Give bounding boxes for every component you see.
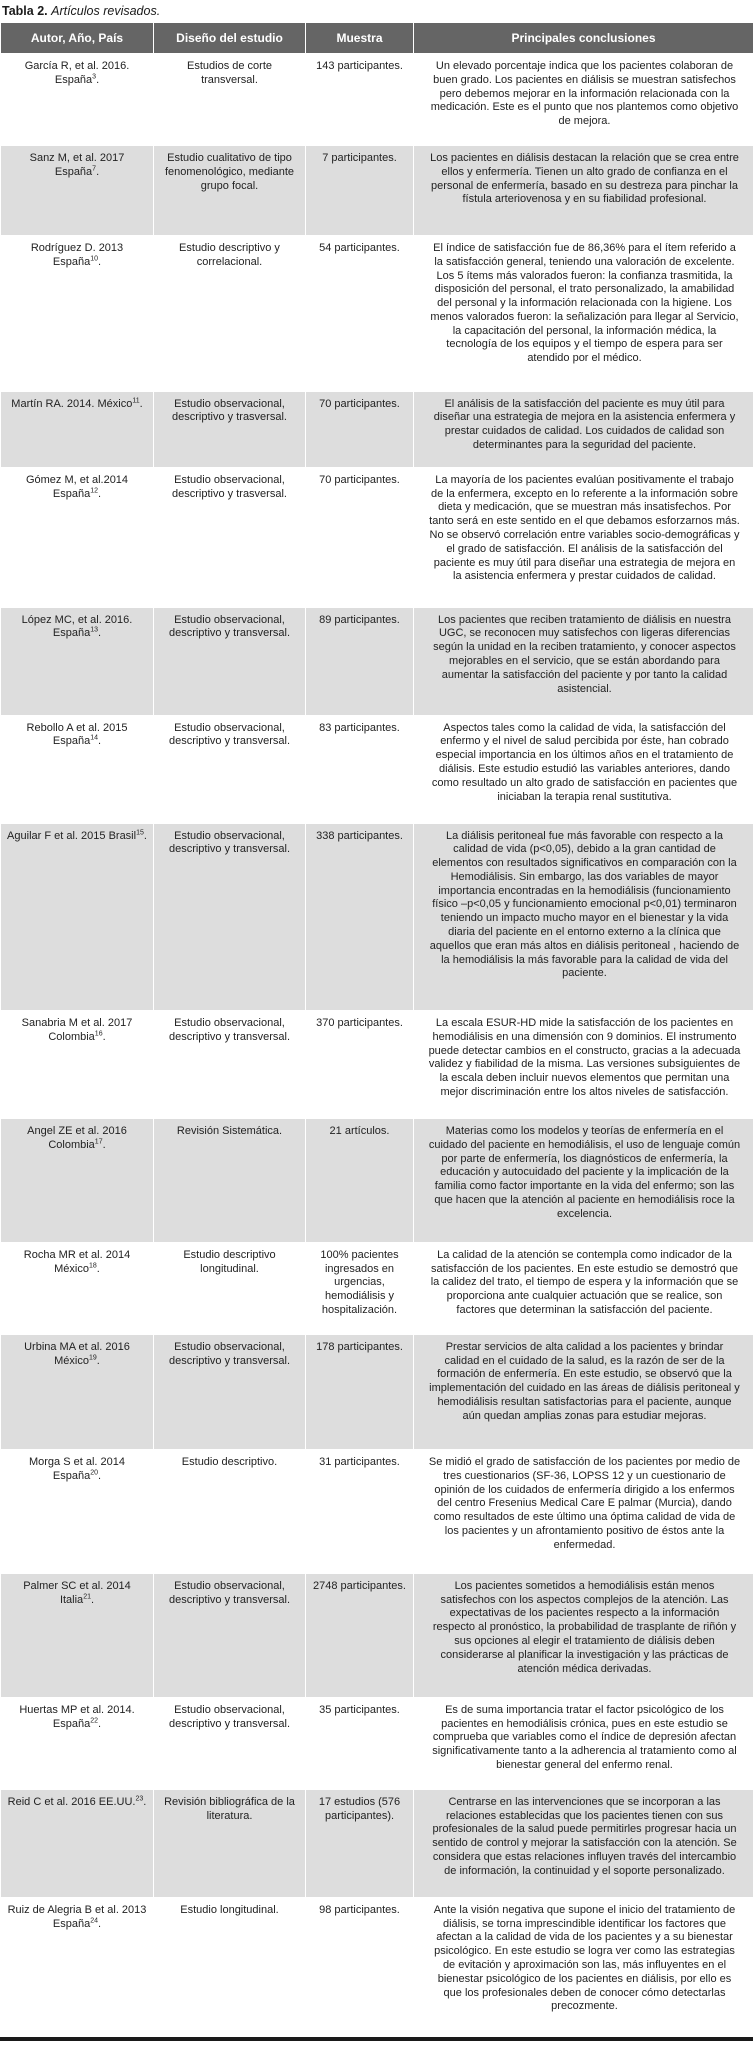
table-row	[1, 1242, 753, 1334]
sample-cell: 54 participantes.	[306, 235, 414, 391]
author-text: Huertas MP et al. 2014.	[19, 1703, 135, 1716]
author-text: Sanabria M et al. 2017	[21, 1016, 133, 1029]
table-row	[1, 1450, 753, 1574]
author-text: García R, et al. 2016.	[24, 60, 130, 72]
author-cell: Aguilar F et al. 2015 Brasil$^{15}$.	[1, 823, 154, 1010]
author-text: Morga S et al. 2014	[28, 1456, 125, 1469]
author-text: Ruiz de Alegria B et al. 2013	[7, 1903, 147, 1916]
sample-cell: 370 participantes.	[306, 1010, 414, 1118]
design-cell: Estudio descriptivo.	[154, 1450, 306, 1574]
table-row	[1, 1897, 753, 2039]
table-row	[1, 607, 753, 715]
conclusion-cell: La escala ESUR-HD mide la satisfacción de los pacientes en hemodiálisis en una dimensión con 9 dominios. El instrumento puede detectar cambios en el constructo, gracias a la adecuada validez y fiabilidad de la misma. Las versiones subsiguientes de la escala deben incluir nuevos elementos que permitan una mejor discriminación entre los altos niveles de satisfacción.	[414, 1010, 753, 1118]
sample-cell: 83 participantes.	[306, 715, 414, 823]
conclusion-cell: Ante la visión negativa que supone el inicio del tratamiento de diálisis, se torna imprescindible identificar los factores que afectan a la calidad de vida de los pacientes y a su bienestar psicológico. En este estudio se logra ver como las estrategias de evitación y aproximación son las, más influyentes en el bienestar psicológico de los pacientes en diálisis, por ello es que los profesionales deben de conocer cómo detectarlas precozmente.	[414, 1897, 753, 2039]
sample-cell: 178 participantes.	[306, 1334, 414, 1449]
author-text: Urbina MA et al. 2016	[24, 1340, 130, 1353]
country-text: México	[54, 1354, 89, 1367]
author-cell: Rodríguez D. 2013 España$^{10}$.	[1, 235, 154, 391]
author-text: Reid C et al. 2016	[7, 1795, 96, 1808]
reference-number: 11	[132, 396, 140, 404]
author-cell: Martín RA. 2014. México$^{11}$.	[1, 391, 154, 467]
table-row	[1, 1789, 753, 1897]
conclusion-cell: Materias como los modelos y teorías de enfermería en el cuidado del paciente en hemodiálisis, el uso de lenguaje común por parte de enfermería, los diagnósticos de enfermería, la educación y autocuidado del paciente y la implicación de la familia como factor importante en la vida del enfermo; son las que hacen que la atención al paciente en hemodiálisis roce la excelencia.	[414, 1118, 753, 1242]
reference-number: 22	[90, 1716, 99, 1724]
design-cell: Revisión Sistemática.	[154, 1118, 306, 1242]
country-text: España	[52, 735, 91, 748]
author-cell: Ruiz de Alegria B et al. 2013 España$^{24}$.	[1, 1897, 154, 2039]
author-cell: García R, et al. 2016. España$^3$.	[1, 54, 154, 146]
articles-table	[0, 22, 753, 2041]
caption-text: Artículos revisados.	[51, 4, 161, 18]
reference-number: 14	[90, 734, 99, 742]
header-sample: Muestra	[306, 23, 414, 54]
conclusion-cell: La diálisis peritoneal fue más favorable con respecto a la calidad de vida (p<0,05), debido a la gran cantidad de elementos con resultados significativos en comparación con la Hemodiálisis. Sin embargo, las dos variables de mayor importancia encontradas en la hemodiálisis (funcionamiento físico –p<0,05 y funcionamiento emocional p<0,01) terminaron teniendo un impacto mucho mayor en el bienestar y la vida diaria del paciente en el entorno externo a la clínica que aquellos que eran más altos en diálisis peritoneal , haciendo de la hemodiálisis la más favorable para la calidad de vida del paciente.	[414, 823, 753, 1010]
author-cell: Huertas MP et al. 2014. España$^{22}$.	[1, 1697, 154, 1789]
sample-cell: 2748 participantes.	[306, 1573, 414, 1697]
country-text: España	[52, 1717, 91, 1730]
table-row	[1, 467, 753, 607]
conclusion-cell: Los pacientes sometidos a hemodiálisis están menos satisfechos con los aspectos complejos de la atención. Las expectativas de los pacientes respecto a la información respecto al pronóstico, la probabilidad de trasplante de riñón y sus opciones al elegir el tratamiento de diálisis deben considerarse al planificar la investigación y las prácticas de atención médica derivadas.	[414, 1573, 753, 1697]
design-cell: Estudio observacional, descriptivo y trasversal.	[154, 467, 306, 607]
design-cell: Estudio descriptivo longitudinal.	[154, 1242, 306, 1334]
table-body	[1, 54, 753, 2040]
author-text: Gómez M, et al.2014	[25, 473, 129, 486]
sample-cell: 143 participantes.	[306, 54, 414, 146]
author-text: Rodríguez D. 2013	[30, 241, 124, 254]
author-text: Rocha MR et al. 2014	[23, 1248, 131, 1261]
country-text: España	[54, 165, 93, 178]
author-text: López MC, et al. 2016.	[21, 613, 133, 626]
author-cell: Palmer SC et al. 2014 Italia$^{21}$.	[1, 1573, 154, 1697]
reference-number: 17	[94, 1138, 103, 1146]
author-text: Martín RA. 2014.	[11, 397, 95, 410]
reference-number: 13	[90, 626, 99, 634]
author-text: Aguilar F et al. 2015	[7, 829, 106, 842]
reference-number: 20	[90, 1469, 99, 1477]
conclusion-cell: El análisis de la satisfacción del paciente es muy útil para diseñar una estrategia de mejora en la asistencia enfermera y prestar cuidados de calidad. Los cuidados de calidad son determinantes para la seguridad del paciente.	[414, 391, 753, 467]
conclusion-cell: El índice de satisfacción fue de 86,36% para el ítem referido a la satisfacción general, teniendo una valoración de excelente. Los 5 ítems más valorados fueron: la confianza trasmitida, la disposición del personal, el trato personalizado, la amabilidad del personal y la información relacionada con la higiene. Los menos valorados fueron: la señalización para llegar al Servicio, la capacitación del personal, la información médica, la tecnología de los equipos y el tiempo de espera para ser atendido por el médico.	[414, 235, 753, 391]
conclusion-cell: La mayoría de los pacientes evalúan positivamente el trabajo de la enfermera, excepto en lo referente a la información sobre dieta y medicación, que se muestran más insatisfechos. Por tanto será en este sentido en el que debamos esforzarnos más. No se observó correlación entre variables socio-demográficas y el grado de satisfacción. El análisis de la satisfacción del paciente es muy útil para diseñar una estrategia de mejora en la asistencia enfermera y prestar cuidados de calidad.	[414, 467, 753, 607]
header-author: Autor, Año, País	[1, 23, 154, 54]
sample-cell: 89 participantes.	[306, 607, 414, 715]
country-text: España	[52, 487, 91, 500]
author-cell: Urbina MA et al. 2016 México$^{19}$.	[1, 1334, 154, 1449]
design-cell: Estudios de corte transversal.	[154, 54, 306, 146]
country-text: España	[54, 73, 93, 86]
sample-cell: 98 participantes.	[306, 1897, 414, 2039]
conclusion-cell: Los pacientes que reciben tratamiento de diálisis en nuestra UGC, se reconocen muy satisfechos con ligeras diferencias según la unidad en la reciben tratamiento, y conocer aspectos mejorables en el servicio, que se están abordando para aumentar la satisfacción del paciente y por tanto la calidad asistencial.	[414, 607, 753, 715]
conclusion-cell: Prestar servicios de alta calidad a los pacientes y brindar calidad en el cuidado de la salud, es la razón de ser de la formación de enfermería. En este estudio, se observó que la implementación del cuidado en las áreas de diálisis peritoneal y hemodiálisis resultan satisfactorias para el paciente, aunque aún quedan amplias zonas para estudiar mejoras.	[414, 1334, 753, 1449]
design-cell: Estudio observacional, descriptivo y transversal.	[154, 1697, 306, 1789]
reference-number: 24	[90, 1916, 99, 1924]
table-row	[1, 391, 753, 467]
table-row	[1, 1697, 753, 1789]
author-cell: Rocha MR et al. 2014 México$^{18}$.	[1, 1242, 154, 1334]
table-caption	[0, 0, 753, 22]
reference-number: 10	[90, 255, 99, 263]
design-cell: Estudio descriptivo y correlacional.	[154, 235, 306, 391]
sample-cell: 17 estudios (576 participantes).	[306, 1789, 414, 1897]
table-row	[1, 235, 753, 391]
table-row	[1, 1334, 753, 1449]
author-cell: López MC, et al. 2016. España$^{13}$.	[1, 607, 154, 715]
author-text: Angel ZE et al. 2016	[27, 1124, 127, 1137]
reference-number: 3	[92, 73, 97, 81]
author-text: Palmer SC et al. 2014	[23, 1579, 131, 1592]
design-cell: Estudio cualitativo de tipo fenomenológico, mediante grupo focal.	[154, 146, 306, 236]
author-cell: Rebollo A et al. 2015 España$^{14}$.	[1, 715, 154, 823]
country-text: España	[52, 255, 91, 268]
country-text: Italia	[59, 1593, 84, 1606]
design-cell: Estudio observacional, descriptivo y transversal.	[154, 1010, 306, 1118]
sample-cell: 21 artículos.	[306, 1118, 414, 1242]
author-cell: Sanz M, et al. 2017 España$^7$.	[1, 146, 154, 236]
design-cell: Estudio observacional, descriptivo y transversal.	[154, 823, 306, 1010]
country-text: España	[52, 1469, 91, 1482]
conclusion-cell: Los pacientes en diálisis destacan la relación que se crea entre ellos y enfermería. Tienen un alto grado de confianza en el personal de enfermería, basado en su destreza para pinchar la fístula arteriovenosa y en su fiabilidad profesional.	[414, 146, 753, 236]
design-cell: Estudio observacional, descriptivo y transversal.	[154, 1334, 306, 1449]
design-cell: Estudio observacional, descriptivo y transversal.	[154, 1573, 306, 1697]
reference-number: 18	[88, 1261, 97, 1269]
author-text: Rebollo A et al. 2015	[26, 721, 128, 734]
reference-number: 16	[94, 1030, 103, 1038]
design-cell: Estudio observacional, descriptivo y transversal.	[154, 715, 306, 823]
sample-cell: 7 participantes.	[306, 146, 414, 236]
table-row	[1, 146, 753, 236]
design-cell: Estudio longitudinal.	[154, 1897, 306, 2039]
table-row	[1, 54, 753, 146]
sample-cell: 338 participantes.	[306, 823, 414, 1010]
table-row	[1, 1118, 753, 1242]
reference-number: 15	[136, 828, 144, 836]
reference-number: 23	[135, 1795, 144, 1803]
author-cell: Gómez M, et al.2014 España$^{12}$.	[1, 467, 154, 607]
country-text: Brasil	[108, 829, 137, 842]
conclusion-cell: Un elevado porcentaje indica que los pacientes colaboran de buen grado. Los pacientes en diálisis se muestran satisfechos pero debemos mejorar en la información relacionada con la medicación. Este es el punto que nos plantemos como objetivo de mejora.	[414, 54, 753, 146]
table-row	[1, 823, 753, 1010]
conclusion-cell: Se midió el grado de satisfacción de los pacientes por medio de tres cuestionarios (SF-36, LOPSS 12 y un cuestionario de opinión de los cuidados de enfermería dirigido a los enfermos del centro Fresenius Medical Care E palmar (Murcia), dando como resultados de este último una óptima calidad de vida de los pacientes y un afrontamiento positivo de éstos ante la enfermedad.	[414, 1450, 753, 1574]
country-text: México	[54, 1262, 89, 1275]
sample-cell: 70 participantes.	[306, 391, 414, 467]
conclusion-cell: Aspectos tales como la calidad de vida, la satisfacción del enfermo y el nivel de salud percibida por éste, han cobrado especial importancia en los últimos años en el tratamiento de diálisis. Este estudio estudió las variables anteriores, dando como resultado un alto grado de satisfacción en pacientes que iniciaban la terapia renal sustitutiva.	[414, 715, 753, 823]
design-cell: Estudio observacional, descriptivo y trasversal.	[154, 391, 306, 467]
reference-number: 12	[90, 486, 99, 494]
header-conclusions: Principales conclusiones	[414, 23, 753, 54]
country-text: España	[52, 627, 91, 640]
author-text: Sanz M, et al. 2017	[29, 152, 125, 165]
country-text: Colombia	[48, 1138, 95, 1151]
country-text: Colombia	[48, 1030, 95, 1043]
header-row	[1, 23, 753, 54]
sample-cell: 35 participantes.	[306, 1697, 414, 1789]
table-row	[1, 1573, 753, 1697]
reference-number: 7	[92, 165, 97, 173]
author-cell: Angel ZE et al. 2016 Colombia$^{17}$.	[1, 1118, 154, 1242]
country-text: España	[52, 1917, 91, 1930]
country-text: México	[97, 397, 133, 410]
author-cell: Sanabria M et al. 2017 Colombia$^{16}$.	[1, 1010, 154, 1118]
table-row	[1, 1010, 753, 1118]
sample-cell: 31 participantes.	[306, 1450, 414, 1574]
reference-number: 19	[88, 1354, 97, 1362]
design-cell: Estudio observacional, descriptivo y transversal.	[154, 607, 306, 715]
sample-cell: 100% pacientes ingresados en urgencias, hemodiálisis y hospitalización.	[306, 1242, 414, 1334]
reference-number: 21	[83, 1593, 91, 1601]
country-text: EE.UU.	[98, 1795, 136, 1808]
author-cell: Reid C et al. 2016 EE.UU.$^{23}$.	[1, 1789, 154, 1897]
sample-cell: 70 participantes.	[306, 467, 414, 607]
table-row	[1, 715, 753, 823]
conclusion-cell: Es de suma importancia tratar el factor psicológico de los pacientes en hemodiálisis crónica, pues en este estudio se comprueba que variables como el índice de depresión afectan significativamente tanto a la adherencia al tratamiento como al bienestar general del enfermo renal.	[414, 1697, 753, 1789]
conclusion-cell: Centrarse en las intervenciones que se incorporan a las relaciones establecidas que los pacientes tienen con sus profesionales de la salud puede permitirles progresar hacia un sentido de control y mejorar la satisfacción con la atención. Se considera que estas relaciones influyen través del intercambio de información, la continuidad y el soporte personalizado.	[414, 1789, 753, 1897]
caption-label: Tabla 2.	[2, 4, 48, 18]
conclusion-cell: La calidad de la atención se contempla como indicador de la satisfacción de los pacientes. En este estudio se demostró que la calidez del trato, el tiempo de espera y la información que se proporciona ante cualquier actuación que se realice, son factores que determinan la satisfacción del paciente.	[414, 1242, 753, 1334]
design-cell: Revisión bibliográfica de la literatura.	[154, 1789, 306, 1897]
header-design: Diseño del estudio	[154, 23, 306, 54]
author-cell: Morga S et al. 2014 España$^{20}$.	[1, 1450, 154, 1574]
